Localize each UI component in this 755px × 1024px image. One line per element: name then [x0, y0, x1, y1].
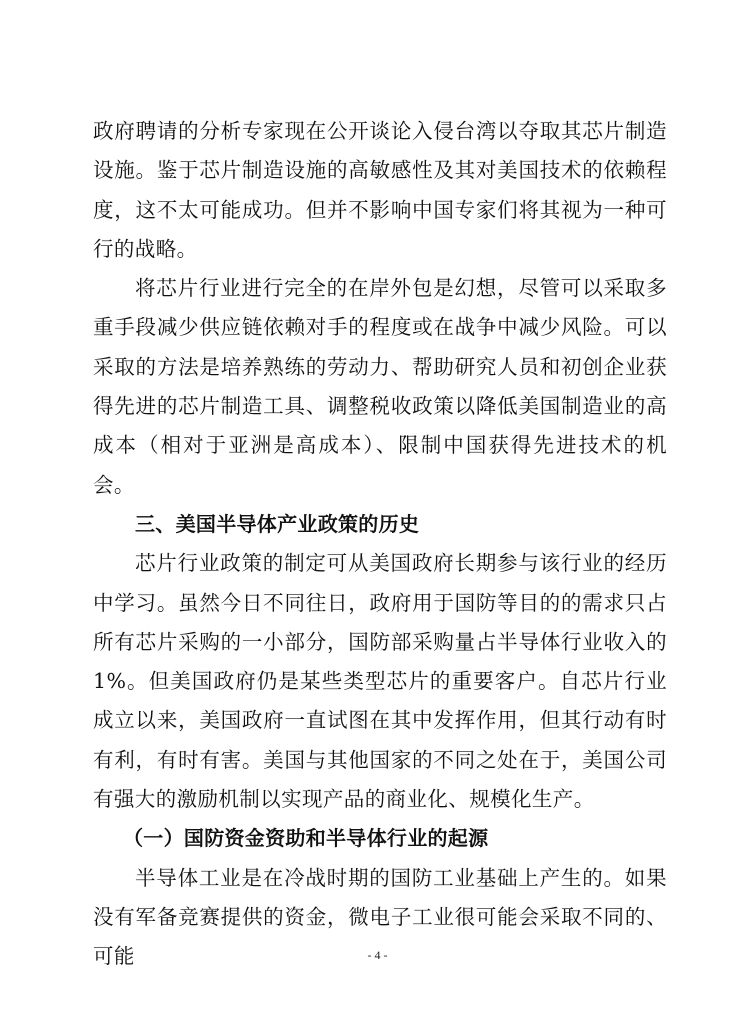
paragraph: 芯片行业政策的制定可从美国政府长期参与该行业的经历中学习。虽然今日不同往日，政府用于国防等目的的需求只占所有芯片采购的一小部分，国防部采购量占半导体行业收入的1%。但美国政府仍是某些类型芯片的重要客户。自芯片行业成立以来，美国政府一直试图在其中发挥作用，但其行动有时有利，有时有害。美国与其他国家的不同之处在于，美国公司有强大的激励机制以实现产品的商业化、规模化生产。	[93, 551, 667, 812]
paragraph: 政府聘请的分析专家现在公开谈论入侵台湾以夺取其芯片制造设施。鉴于芯片制造设施的高敏感性及其对美国技术的依赖程度，这不太可能成功。但并不影响中国专家们将其视为一种可行的战略。	[93, 119, 667, 261]
paragraph: 半导体工业是在冷战时期的国防工业基础上产生的。如果没有军备竞赛提供的资金，微电子工业很可能会采取不同的、可能	[93, 865, 667, 969]
page-number: - 4 -	[367, 948, 388, 962]
paragraph: 将芯片行业进行完全的在岸外包是幻想，尽管可以采取多重手段减少供应链依赖对手的程度或在战争中减少风险。可以采取的方法是培养熟练的劳动力、帮助研究人员和初创企业获得先进的芯片制造工具、调整税收政策以降低美国制造业的高成本（相对于亚洲是高成本）、限制中国获得先进技术的机会。	[93, 276, 667, 497]
subsection-heading: （一）国防资金资助和半导体行业的起源	[123, 826, 489, 851]
section-heading: 三、美国半导体产业政策的历史	[135, 511, 420, 536]
document-body	[93, 112, 667, 977]
